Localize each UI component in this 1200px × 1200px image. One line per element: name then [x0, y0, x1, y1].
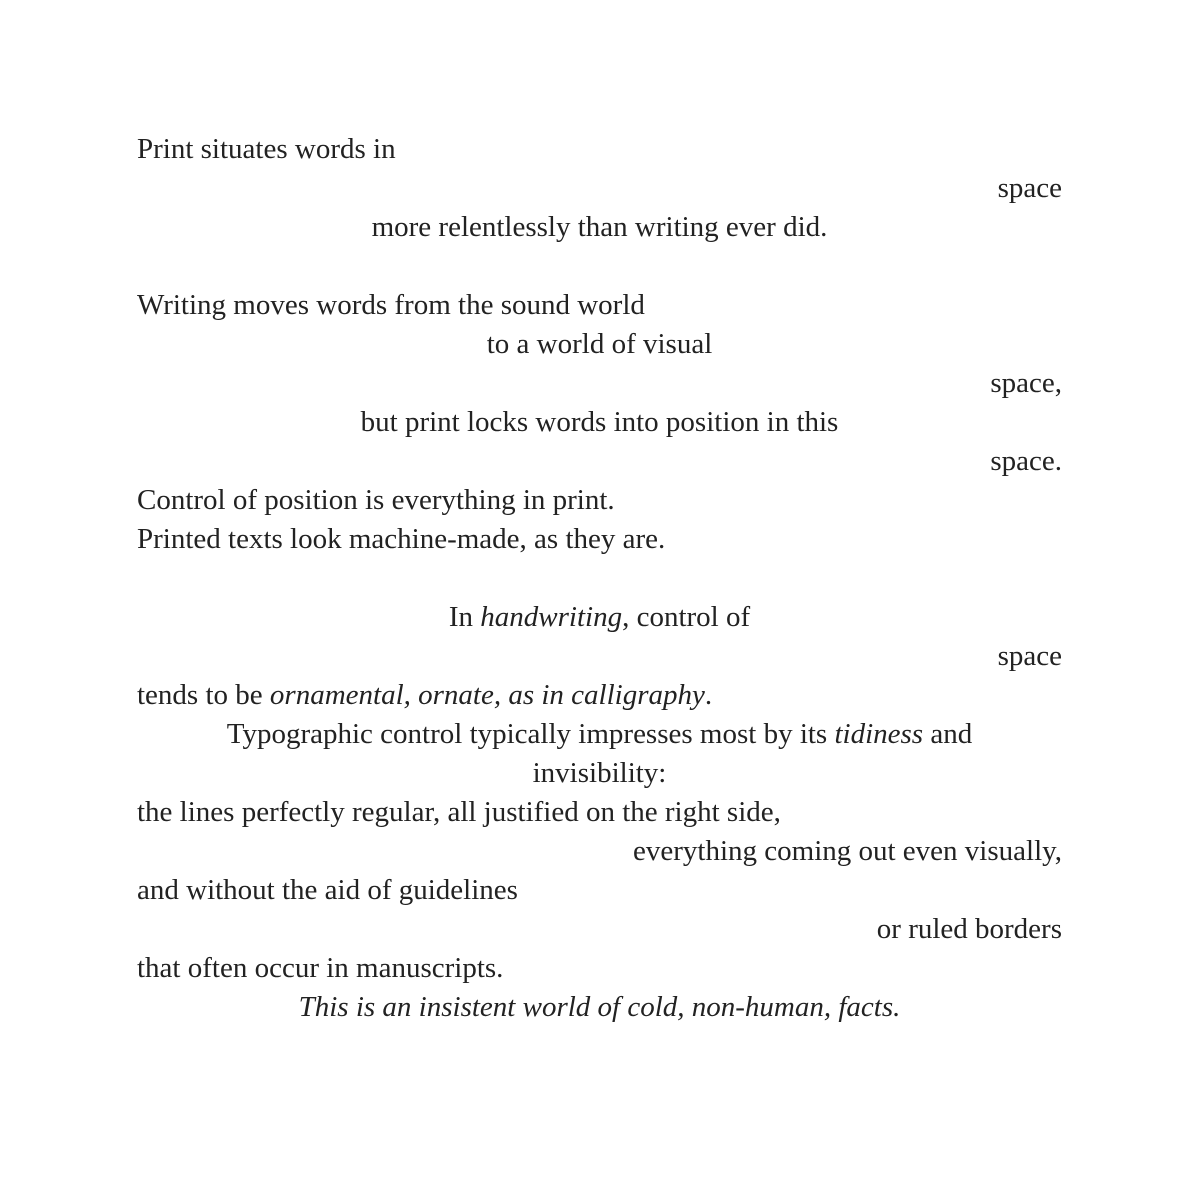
poem-line-13-text-c: . — [704, 679, 713, 711]
poem-line-19: or ruled borders — [876, 913, 1062, 945]
poem-line-14 — [137, 715, 1062, 754]
poem-line-11-italic: handwriting — [480, 601, 623, 633]
poem-line-11-text-a: In — [448, 601, 481, 633]
poem-page — [137, 0, 1062, 1200]
poem-line-9: Control of position is everything in print. — [137, 484, 615, 516]
poem-line-15: invisibility: — [532, 757, 667, 789]
poem-line-4: Writing moves words from the sound world — [137, 289, 645, 321]
poem-line-1: Print situates words in — [137, 133, 396, 165]
poem-line-14-text-c: and — [923, 718, 973, 750]
poem-line-6: space, — [990, 367, 1062, 399]
poem-line-18: and without the aid of guidelines — [137, 874, 518, 906]
poem-line-16: the lines perfectly regular, all justified on the right side, — [137, 796, 781, 828]
poem-line-13 — [137, 676, 1062, 715]
poem-line-13-italic: ornamental, ornate, as in calligraphy — [269, 679, 705, 711]
poem-line-21-italic: This is an insistent world of cold, non-human, facts. — [298, 991, 901, 1023]
poem-line-20: that often occur in manuscripts. — [137, 952, 504, 984]
poem-line-12: space — [997, 640, 1062, 672]
poem-line-17: everything coming out even visually, — [633, 835, 1062, 867]
poem-line-7: but print locks words into position in this — [360, 406, 839, 438]
poem-line-14-italic: tidiness — [834, 718, 924, 750]
poem-line-14-text-a: Typographic control typically impresses most by its — [226, 718, 835, 750]
poem-line-13-text-a: tends to be — [137, 679, 270, 711]
poem-line-11 — [137, 598, 1062, 637]
poem-line-10: Printed texts look machine-made, as they are. — [137, 523, 666, 555]
poem-line-5: to a world of visual — [486, 328, 713, 360]
poem-line-3: more relentlessly than writing ever did. — [371, 211, 828, 243]
poem-line-11-text-c: , control of — [622, 601, 751, 633]
poem-line-21 — [137, 988, 1062, 1027]
poem-line-8: space. — [990, 445, 1062, 477]
poem-line-2: space — [997, 172, 1062, 204]
